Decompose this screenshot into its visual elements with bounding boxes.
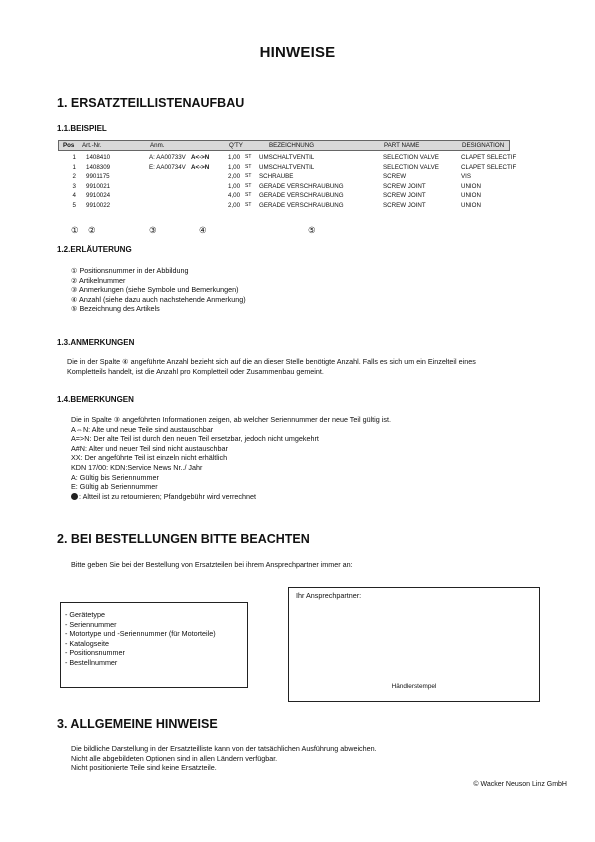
cell-part: SELECTION VALVE	[383, 154, 439, 161]
legend-item: ① Positionsnummer in der Abbildung	[71, 266, 189, 275]
cell-art: 9910024	[86, 192, 111, 200]
cell-bez: GERADE VERSCHRAUBUNG	[259, 202, 344, 209]
stamp-label: Händlerstempel	[391, 683, 437, 690]
table-row	[58, 164, 518, 173]
bemerkung-line: KDN 17/00: KDN:Service News Nr../ Jahr	[71, 462, 203, 472]
cell-bez: GERADE VERSCHRAUBUNG	[259, 192, 344, 200]
anmerkungen-line: Kompletteils handelt, ist die Anzahl pro Kompletteil oder Zusammenbau gemeint.	[67, 366, 324, 376]
cell-pos: 4	[72, 192, 76, 200]
marker-5: ⑤	[308, 225, 316, 235]
cell-des: UNION	[461, 182, 481, 190]
cell-pos: 1	[72, 163, 76, 171]
cell-unit: ST	[245, 192, 252, 199]
order-info-box	[60, 602, 248, 688]
column-markers	[58, 225, 518, 237]
cell-qty: 1,00	[228, 182, 241, 190]
cell-part: SCREW JOINT	[383, 202, 426, 209]
section3-lines	[71, 744, 377, 773]
table-row	[58, 202, 518, 211]
legend-list	[71, 266, 246, 314]
cell-part: SELECTION VALVE	[383, 163, 439, 171]
cell-unit: ST	[245, 173, 252, 180]
order-info-item: - Katalogseite	[65, 638, 109, 648]
page-title: HINWEISE	[259, 44, 336, 61]
legend-item: ③ Anmerkungen (siehe Symbole und Bemerkungen)	[71, 285, 239, 295]
cell-sym: A<->N	[191, 154, 210, 161]
cell-unit: ST	[245, 163, 252, 170]
order-info-item: - Gerätetype	[65, 610, 105, 619]
altteil-text: : Altteil ist zu retournieren; Pfandgebühr wird verrechnet	[79, 491, 256, 501]
cell-qty: 2,00	[228, 202, 241, 209]
col-part: PART NAME	[384, 142, 420, 149]
cell-bez: UMSCHALTVENTIL	[259, 154, 315, 161]
erlaeuterung-heading: 1.2.ERLÄUTERUNG	[57, 245, 132, 254]
col-qty: Q'TY	[229, 142, 243, 149]
copyright: © Wacker Neuson Linz GmbH	[473, 781, 567, 788]
cell-pos: 2	[72, 173, 76, 181]
cell-qty: 1,00	[228, 163, 241, 171]
cell-anm: E: AA00734V	[149, 163, 186, 171]
recycle-icon	[71, 493, 78, 500]
cell-art: 9910021	[86, 182, 111, 190]
cell-pos: 3	[72, 182, 76, 190]
section1-heading: 1. ERSATZTEILLISTENAUFBAU	[57, 96, 245, 110]
section2-heading: 2. BEI BESTELLUNGEN BITTE BEACHTEN	[57, 532, 310, 546]
cell-art: 1408410	[86, 154, 111, 161]
contact-box	[288, 587, 540, 702]
legend-item: ⑤ Bezeichnung des Artikels	[71, 304, 160, 314]
cell-qty: 2,00	[228, 173, 241, 181]
cell-art: 1408309	[86, 163, 111, 171]
anmerkungen-heading: 1.3.ANMERKUNGEN	[57, 338, 135, 347]
cell-sym: A<->N	[191, 163, 210, 171]
table-row	[58, 183, 518, 192]
cell-unit: ST	[245, 182, 252, 189]
bemerkung-line: A#N: Alter und neuer Teil sind nicht austauschbar	[71, 443, 228, 453]
table-row	[58, 173, 518, 182]
bemerkungen-list	[71, 415, 391, 501]
cell-pos: 5	[72, 202, 76, 209]
col-des: DESIGNATION	[462, 142, 505, 149]
bemerkung-line: A=>N: Der alte Teil ist durch den neuen Teil ersetzbar, jedoch nicht umgekehrt	[71, 434, 319, 444]
anmerkungen-text	[67, 357, 557, 376]
marker-4: ④	[199, 225, 207, 235]
cell-des: UNION	[461, 192, 481, 200]
cell-unit: ST	[245, 202, 252, 208]
cell-des: CLAPET SELECTIF	[461, 154, 517, 161]
cell-bez: UMSCHALTVENTIL	[259, 163, 315, 171]
marker-1: ①	[71, 225, 79, 235]
hinweis-line: Die bildliche Darstellung in der Ersatzteilliste kann von der tatsächlichen Ausführung abweichen.	[71, 744, 377, 753]
order-info-list	[65, 610, 216, 668]
bemerkung-line: Die in Spalte ③ angeführten Informationen zeigen, ab welcher Seriennummer der neue Teil gültig ist.	[71, 415, 391, 424]
cell-des: UNION	[461, 202, 481, 209]
table-row	[58, 154, 518, 163]
cell-part: SCREW JOINT	[383, 192, 426, 200]
bemerkung-line: A⇔N: Alte und neue Teile sind austauschbar	[71, 424, 214, 434]
cell-part: SCREW JOINT	[383, 182, 426, 190]
order-info-item: - Seriennummer	[65, 619, 117, 629]
bemerkung-line: XX: Der angeführte Teil ist einzeln nicht erhältlich	[71, 453, 228, 463]
hinweis-line: Nicht positionierte Teile sind keine Ersatzteile.	[71, 763, 217, 773]
cell-bez: GERADE VERSCHRAUBUNG	[259, 182, 344, 190]
cell-bez: SCHRAUBE	[259, 173, 294, 181]
contact-label: Ihr Ansprechpartner:	[296, 591, 362, 600]
section3-heading: 3. ALLGEMEINE HINWEISE	[57, 717, 218, 731]
parts-table-body	[58, 154, 518, 216]
order-info-item: - Motortype und -Seriennummer (für Motorteile)	[65, 629, 216, 639]
cell-des: CLAPET SELECTIF	[461, 163, 517, 171]
col-anm: Anm.	[150, 142, 165, 149]
anmerkungen-line: Die in der Spalte ④ angeführte Anzahl bezieht sich auf die an dieser Stelle benötigte Anzahl. Falls es sich um ein Einzelteil eines	[67, 357, 476, 366]
legend-item: ④ Anzahl (siehe dazu auch nachstehende Anmerkung)	[71, 294, 246, 304]
cell-art: 9901175	[86, 173, 110, 181]
marker-3: ③	[149, 225, 157, 235]
legend-item: ② Artikelnummer	[71, 275, 126, 285]
table-row	[58, 192, 518, 201]
cell-art: 9910022	[86, 202, 111, 209]
cell-unit: ST	[245, 154, 252, 160]
col-bez: BEZEICHNUNG	[269, 142, 315, 149]
cell-part: SCREW	[383, 173, 407, 181]
marker-2: ②	[88, 225, 96, 235]
col-art: Art.-Nr.	[82, 142, 102, 149]
bemerkung-line: E: Gültig ab Seriennummer	[71, 482, 158, 492]
col-pos: Pos	[63, 142, 75, 149]
cell-qty: 1,00	[228, 154, 241, 161]
hinweis-line: Nicht alle abgebildeten Optionen sind in allen Ländern verfügbar.	[71, 753, 278, 763]
cell-des: VIS	[461, 173, 471, 181]
beispiel-heading: 1.1.BEISPIEL	[57, 124, 107, 133]
section2-intro: Bitte geben Sie bei der Bestellung von Ersatzteilen bei ihrem Ansprechpartner immer an:	[71, 560, 353, 569]
altteil-line	[71, 492, 391, 502]
bemerkungen-heading: 1.4.BEMERKUNGEN	[57, 395, 134, 404]
order-info-item: - Bestellnummer	[65, 657, 118, 667]
order-info-item: - Positionsnummer	[65, 648, 125, 658]
cell-anm: A: AA00733V	[149, 154, 186, 161]
bemerkung-line: A: Gültig bis Seriennummer	[71, 472, 159, 482]
parts-table-header	[58, 140, 510, 151]
cell-pos: 1	[72, 154, 76, 161]
cell-qty: 4,00	[228, 192, 241, 200]
